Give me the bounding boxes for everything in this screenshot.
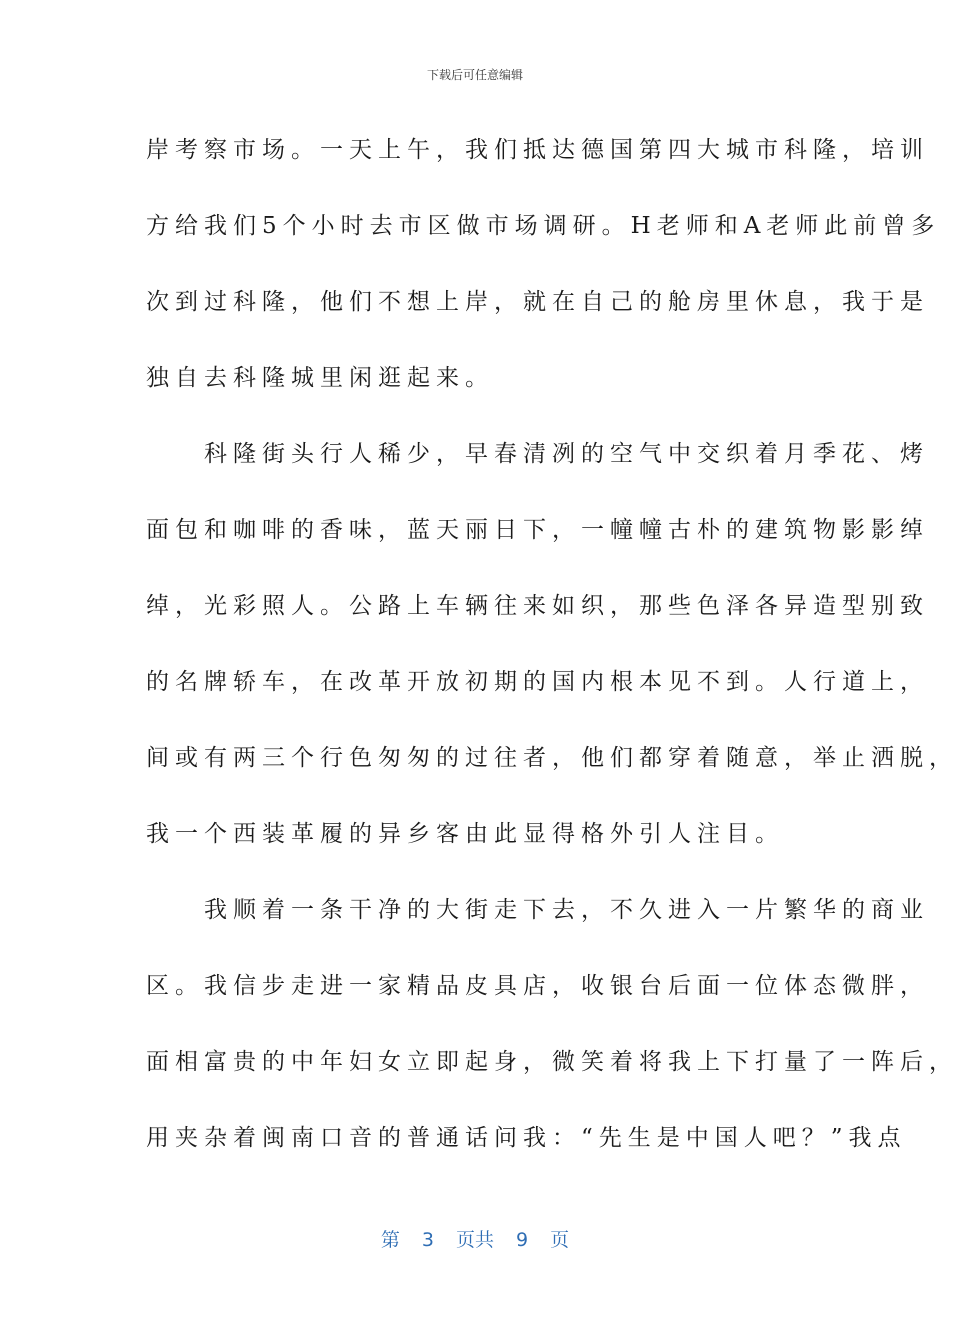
- text-line: 岸考察市场。一天上午，我们抵达德国第四大城市科隆，培训: [146, 137, 929, 163]
- text-line: 方给我们5个小时去市区做市场调研。H老师和A老师此前曾多: [146, 213, 941, 239]
- text-line: 我顺着一条干净的大街走下去，不久进入一片繁华的商业: [146, 897, 929, 923]
- text-line: 绰，光彩照人。公路上车辆往来如织，那些色泽各异造型别致: [146, 593, 929, 619]
- text-line: 用夹杂着闽南口音的普通话问我：“先生是中国人吧？”我点: [146, 1125, 907, 1151]
- document-body: [146, 112, 958, 1176]
- text-line: 面相富贵的中年妇女立即起身，微笑着将我上下打量了一阵后，: [146, 1049, 958, 1075]
- page-number-footer: [0, 1225, 950, 1252]
- text-line: 面包和咖啡的香味，蓝天丽日下，一幢幢古朴的建筑物影影绰: [146, 517, 929, 543]
- page-middle: 页共: [455, 1229, 494, 1251]
- text-line: 的名牌轿车，在改革开放初期的国内根本见不到。人行道上，: [146, 669, 929, 695]
- text-line: 次到过科隆，他们不想上岸，就在自己的舱房里休息，我于是: [146, 289, 929, 315]
- text-line: 独自去科隆城里闲逛起来。: [146, 365, 494, 391]
- text-line: 间或有两三个行色匆匆的过往者，他们都穿着随意，举止洒脱，: [146, 745, 958, 771]
- text-line: 科隆街头行人稀少，早春清冽的空气中交织着月季花、烤: [146, 441, 929, 467]
- total-pages-number: 9: [516, 1229, 529, 1251]
- text-line: 我一个西装革履的异乡客由此显得格外引人注目。: [146, 821, 784, 847]
- header-note: 下载后可任意编辑: [426, 68, 523, 82]
- text-line: 区。我信步走进一家精品皮具店，收银台后面一位体态微胖，: [146, 973, 929, 999]
- current-page-number: 3: [421, 1229, 434, 1251]
- page-suffix: 页: [550, 1229, 570, 1251]
- page-prefix: 第: [380, 1229, 400, 1251]
